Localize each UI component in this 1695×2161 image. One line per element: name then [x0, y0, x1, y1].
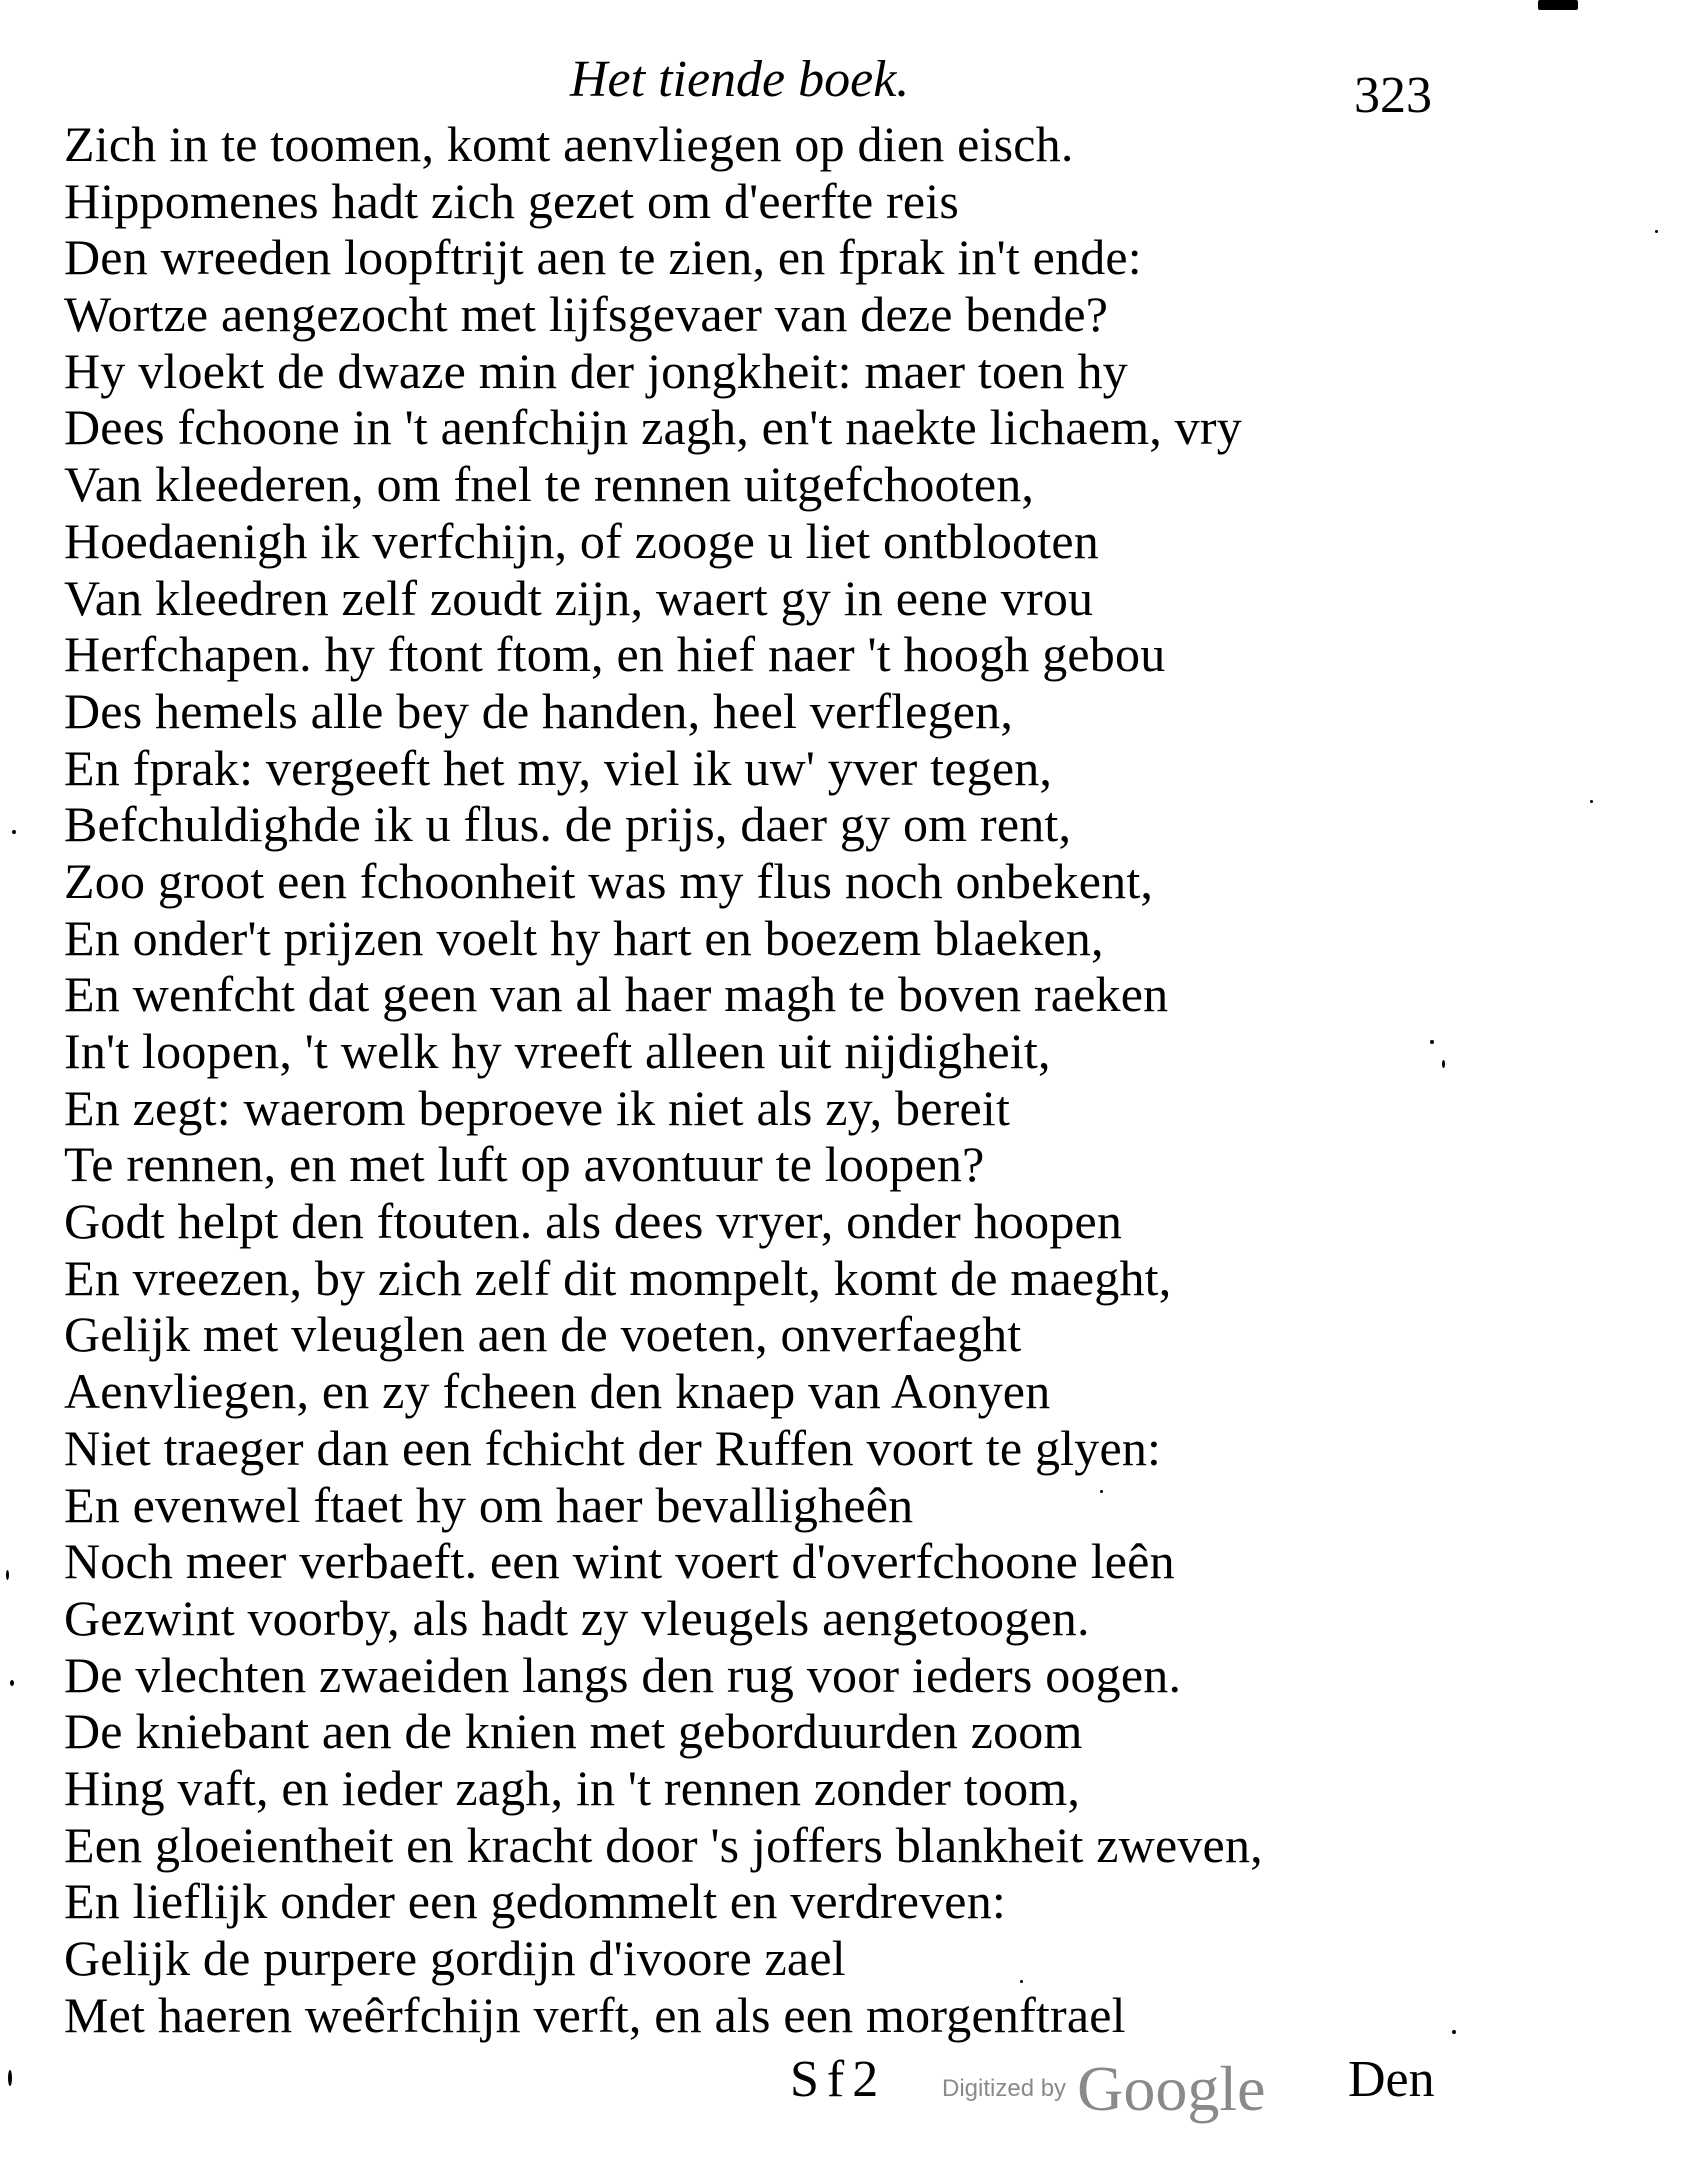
verse-line: Aenvliegen, en zy fcheen den knaep van Aonyen — [64, 1363, 1051, 1420]
verse-text — [64, 116, 1504, 2043]
watermark-prefix: Digitized by — [942, 2075, 1067, 2102]
watermark-logo: Google — [1077, 2053, 1266, 2124]
verse-line: En wenfcht dat geen van al haer magh te boven raeken — [64, 966, 1169, 1023]
scan-speck — [6, 1570, 9, 1580]
verse-line: En zegt: waerom beproeve ik niet als zy, bereit — [64, 1079, 1011, 1136]
running-head: Het tiende boek. — [570, 51, 910, 108]
verse-line: In't loopen, 't welk hy vreeft alleen uit nijdigheit, — [64, 1023, 1051, 1079]
verse-line: Godt helpt den ftouten. als dees vryer, onder hoopen — [64, 1193, 1123, 1250]
scan-speck — [1538, 0, 1578, 10]
verse-line: Hoedaenigh ik verfchijn, of zooge u liet ontblooten — [64, 512, 1099, 569]
scan-speck — [1100, 1490, 1103, 1493]
verse-line: Hy vloekt de dwaze min der jongkheit: maer toen hy — [64, 342, 1128, 399]
verse-line: Noch meer verbaeft. een wint voert d'overfchoone leên — [64, 1533, 1175, 1590]
verse-line: Herfchapen. hy ftont ftom, en hief naer 't hoogh gebou — [64, 626, 1166, 683]
verse-line: Van kleederen, om fnel te rennen uitgefchooten, — [64, 456, 1035, 513]
verse-line: De vlechten zwaeiden langs den rug voor ieders oogen. — [64, 1646, 1182, 1703]
verse-line: En lieflijk onder een gedommelt en verdreven: — [64, 1873, 1006, 1930]
verse-line: De kniebant aen de knien met geborduurden zoom — [64, 1703, 1083, 1760]
verse-line: Te rennen, en met luft op avontuur te loopen? — [64, 1136, 985, 1193]
scan-speck — [12, 830, 16, 834]
verse-line: Gelijk de purpere gordijn d'ivoore zael — [64, 1930, 846, 1986]
scan-speck — [1020, 1980, 1023, 1983]
scan-speck — [1655, 230, 1658, 233]
verse-line: Gezwint voorby, als hadt zy vleugels aengetoogen. — [64, 1589, 1090, 1646]
scan-speck — [1590, 800, 1593, 803]
scan-speck — [1430, 1040, 1434, 1044]
scan-speck — [10, 1680, 14, 1686]
verse-line: En vreezen, by zich zelf dit mompelt, komt de maeght, — [64, 1249, 1172, 1306]
verse-line: Des hemels alle bey de handen, heel verflegen, — [64, 682, 1014, 739]
verse-line: Den wreeden loopftrijt aen te zien, en fprak in't ende: — [64, 229, 1142, 286]
verse-line: Van kleedren zelf zoudt zijn, waert gy in eene vrou — [64, 569, 1094, 626]
scan-speck — [1452, 2030, 1456, 2034]
verse-line: Zoo groot een fchoonheit was my flus noch onbekent, — [64, 852, 1154, 909]
verse-line: Gelijk met vleuglen aen de voeten, onverfaeght — [64, 1306, 1022, 1363]
verse-line: Niet traeger dan een fchicht der Ruffen voort te glyen: — [64, 1419, 1162, 1476]
verse-line: En fprak: vergeeft het my, viel ik uw' yver tegen, — [64, 739, 1053, 796]
digitized-watermark — [942, 2052, 1266, 2126]
verse-line: Hippomenes hadt zich gezet om d'eerfte reis — [64, 172, 960, 229]
scan-speck — [8, 2070, 12, 2086]
catchword: Den — [1348, 2051, 1435, 2108]
verse-line: Befchuldighde ik u flus. de prijs, daer gy om rent, — [64, 796, 1072, 853]
verse-line: Hing vaft, en ieder zagh, in 't rennen zonder toom, — [64, 1759, 1081, 1816]
verse-line: Wortze aengezocht met lijfsgevaer van deze bende? — [64, 286, 1109, 343]
verse-line: Een gloeientheit en kracht door 's joffers blankheit zweven, — [64, 1816, 1263, 1873]
signature-mark: Sf2 — [790, 2051, 887, 2108]
verse-line: Dees fchoone in 't aenfchijn zagh, en't naekte lichaem, vry — [64, 399, 1242, 456]
verse-line: Zich in te toomen, komt aenvliegen op dien eisch. — [64, 116, 1074, 172]
verse-line: En evenwel ftaet hy om haer bevalligheên — [64, 1476, 914, 1533]
verse-line: En onder't prijzen voelt hy hart en boezem blaeken, — [64, 909, 1104, 966]
page-number: 323 — [1354, 67, 1432, 124]
scan-speck — [1442, 1060, 1445, 1068]
verse-line: Met haeren weêrfchijn verft, en als een morgenftrael — [64, 1986, 1126, 2043]
